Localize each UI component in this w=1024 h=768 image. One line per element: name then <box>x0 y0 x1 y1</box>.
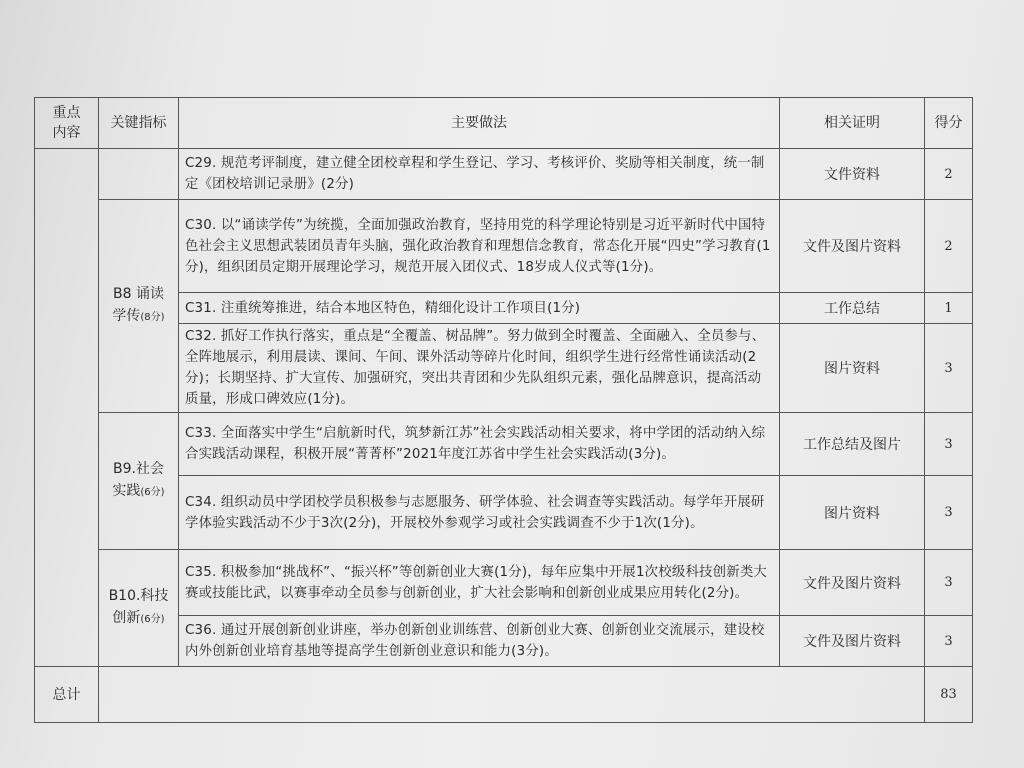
score-cell: 3 <box>925 476 973 550</box>
indicator-cell-empty <box>99 149 179 200</box>
indicator-b10-points: (6分) <box>140 614 165 625</box>
evidence-cell: 图片资料 <box>780 476 925 550</box>
header-main-methods: 主要做法 <box>179 98 780 149</box>
evidence-cell: 工作总结 <box>780 293 925 324</box>
score-cell: 2 <box>925 149 973 200</box>
indicator-b8 <box>99 200 179 413</box>
indicator-b8-name: B8 诵读 <box>113 286 164 302</box>
evaluation-table <box>34 97 973 723</box>
header-key-indicator: 关键指标 <box>99 98 179 149</box>
evidence-cell: 文件及图片资料 <box>780 616 925 667</box>
method-cell: C29. 规范考评制度，建立健全团校章程和学生登记、学习、考核评价、奖励等相关制度，统一制定《团校培训记录册》(2分) <box>179 149 780 200</box>
table-row <box>35 550 973 616</box>
method-cell: C35. 积极参加“挑战杯”、“振兴杯”等创新创业大赛(1分)，每年应集中开展1次校级科技创新类大赛或技能比武，以赛事牵动全员参与创新创业，扩大社会影响和创新创业成果应用转化(2分)。 <box>179 550 780 616</box>
header-key-content-line1: 重点 <box>52 105 81 121</box>
evidence-cell: 文件资料 <box>780 149 925 200</box>
evidence-cell: 图片资料 <box>780 324 925 413</box>
method-cell: C30. 以“诵读学传”为统揽，全面加强政治教育，坚持用党的科学理论特别是习近平新时代中国特色社会主义思想武装团员青年头脑，强化政治教育和理想信念教育，常态化开展“四史”学习教育(1分)，组织团员定期开展理论学习，规范开展入团仪式、18岁成人仪式等(1分)。 <box>179 200 780 293</box>
score-cell: 2 <box>925 200 973 293</box>
header-evidence: 相关证明 <box>780 98 925 149</box>
evidence-cell: 工作总结及图片 <box>780 413 925 476</box>
header-key-content-line2: 内容 <box>52 125 81 141</box>
method-cell: C32. 抓好工作执行落实，重点是“全覆盖、树品牌”。努力做到全时覆盖、全面融入、全员参与、全阵地展示，利用晨读、课间、午间、课外活动等碎片化时间，组织学生进行经常性诵读活动(2分)；长期坚持、扩大宣传、加强研究，突出共青团和少先队组织元素，强化品牌意识，提高活动质量，形成口碑效应(1分)。 <box>179 324 780 413</box>
score-cell: 3 <box>925 413 973 476</box>
method-cell: C36. 通过开展创新创业讲座，举办创新创业训练营、创新创业大赛、创新创业交流展示，建设校内外创新创业培育基地等提高学生创新创业意识和能力(3分)。 <box>179 616 780 667</box>
table-row <box>35 149 973 200</box>
key-content-cell <box>35 149 99 667</box>
method-cell: C34. 组织动员中学团校学员积极参与志愿服务、研学体验、社会调查等实践活动。每学年开展研学体验实践活动不少于3次(2分)，开展校外参观学习或社会实践调查不少于1次(1分)。 <box>179 476 780 550</box>
total-label: 总计 <box>35 667 99 723</box>
indicator-b10-name2: 创新 <box>112 610 141 626</box>
evidence-cell: 文件及图片资料 <box>780 550 925 616</box>
indicator-b9-name2: 实践 <box>112 483 141 499</box>
score-cell: 3 <box>925 324 973 413</box>
indicator-b9-name: B9.社会 <box>113 461 164 477</box>
indicator-b10-name: B10.科技 <box>108 588 169 604</box>
indicator-b8-points: (8分) <box>140 312 165 323</box>
total-row <box>35 667 973 723</box>
method-cell: C31. 注重统筹推进，结合本地区特色，精细化设计工作项目(1分) <box>179 293 780 324</box>
total-empty-cell <box>99 667 925 723</box>
indicator-b9 <box>99 413 179 550</box>
indicator-b8-name2: 学传 <box>112 308 141 324</box>
header-row <box>35 98 973 149</box>
score-cell: 3 <box>925 616 973 667</box>
header-score: 得分 <box>925 98 973 149</box>
total-score: 83 <box>925 667 973 723</box>
score-cell: 3 <box>925 550 973 616</box>
score-cell: 1 <box>925 293 973 324</box>
table-row <box>35 200 973 293</box>
evidence-cell: 文件及图片资料 <box>780 200 925 293</box>
indicator-b9-points: (6分) <box>140 487 165 498</box>
indicator-b10 <box>99 550 179 667</box>
method-cell: C33. 全面落实中学生“启航新时代，筑梦新江苏”社会实践活动相关要求，将中学团的活动纳入综合实践活动课程，积极开展“菁菁杯”2021年度江苏省中学生社会实践活动(3分)。 <box>179 413 780 476</box>
header-key-content <box>35 98 99 149</box>
table-row <box>35 413 973 476</box>
